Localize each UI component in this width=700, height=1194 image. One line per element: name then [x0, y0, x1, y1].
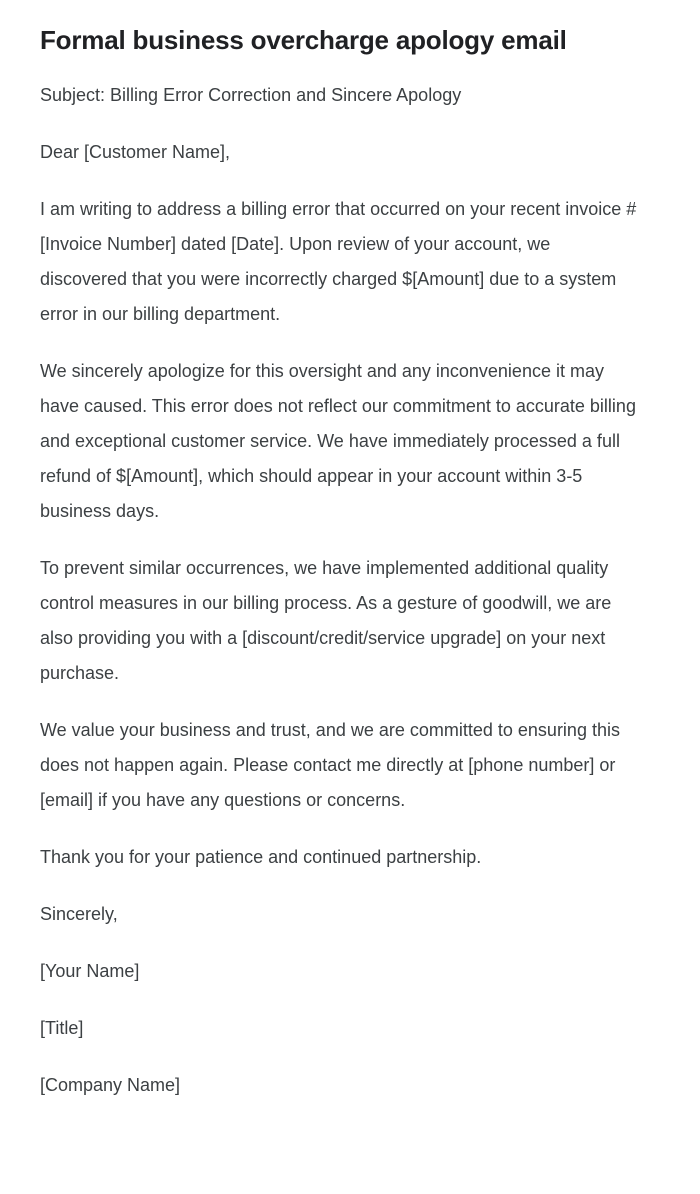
email-signoff: Sincerely,: [40, 903, 118, 924]
email-body-paragraph-3: To prevent similar occurrences, we have implemented additional quality control measures in our billing process. As a gesture of goodwill, we are also providing you with a [discount/credit/service upgrade] on your next purchase.: [40, 557, 612, 683]
page-title: Formal business overcharge apology email: [40, 25, 567, 55]
email-body-paragraph-4: We value your business and trust, and we are committed to ensuring this does not happen again. Please contact me directly at [phone number] or [email] if you have any questions or concerns.: [40, 719, 620, 810]
email-closing-thanks: Thank you for your patience and continued partnership.: [40, 846, 482, 867]
email-subject-line: Subject: Billing Error Correction and Sincere Apology: [40, 84, 462, 105]
signature-name: [Your Name]: [40, 960, 140, 981]
email-body-paragraph-2: We sincerely apologize for this oversight and any inconvenience it may have caused. This error does not reflect our commitment to accurate billing and exceptional customer service. We have immediately processed a full refund of $[Amount], which should appear in your account within 3-5 business days.: [40, 360, 636, 521]
email-salutation: Dear [Customer Name],: [40, 141, 231, 162]
signature-company: [Company Name]: [40, 1074, 181, 1095]
signature-title: [Title]: [40, 1017, 84, 1038]
email-body-paragraph-1: I am writing to address a billing error that occurred on your recent invoice #[Invoice Number] dated [Date]. Upon review of your account, we discovered that you were incorrectly charged $[Amount] due to a system error in our billing department.: [40, 198, 637, 324]
